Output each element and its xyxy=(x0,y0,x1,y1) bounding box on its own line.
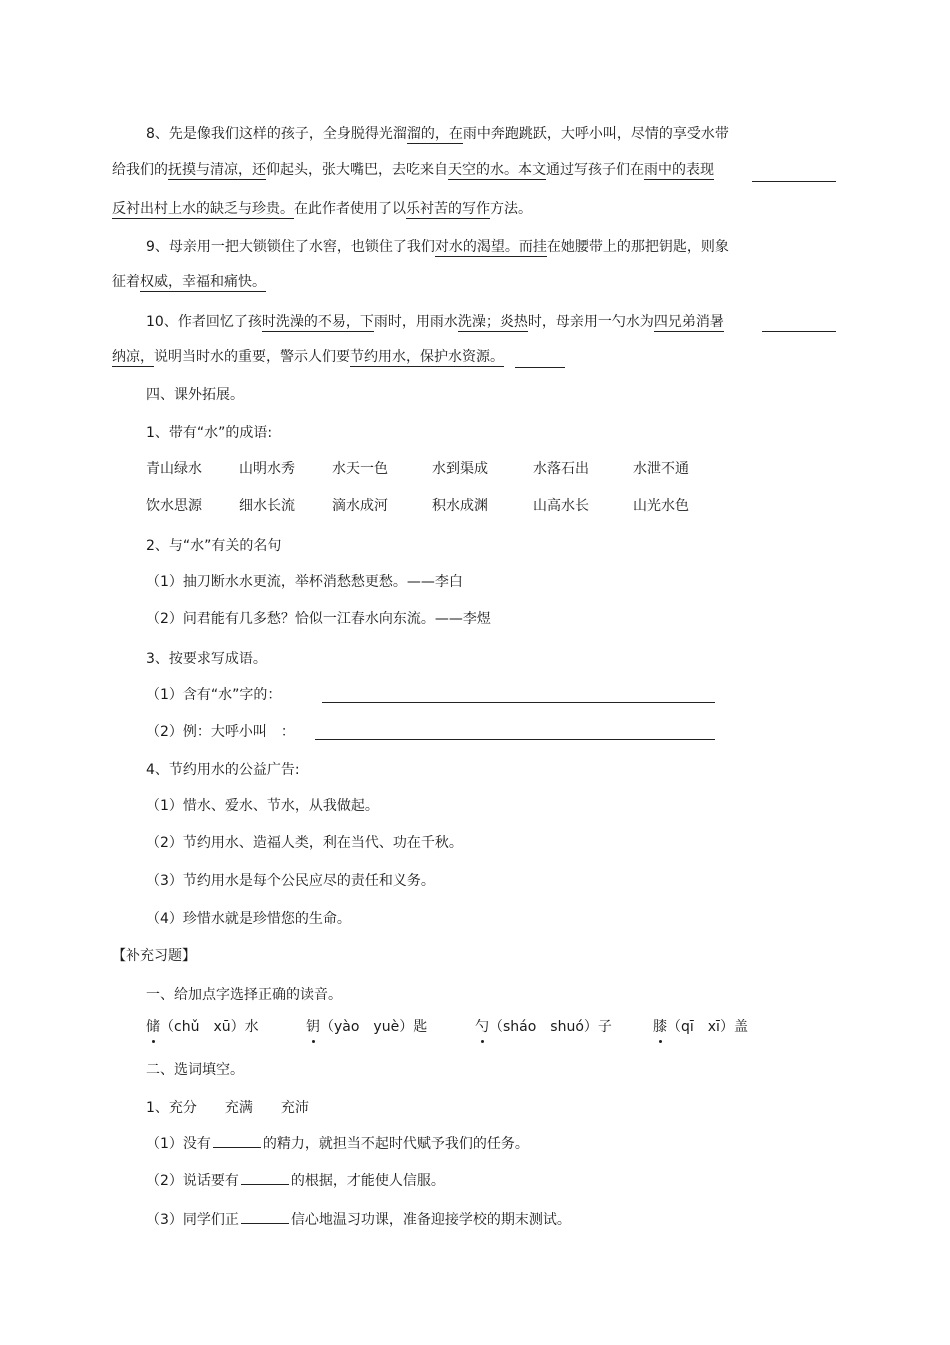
answer-line-1[interactable] xyxy=(322,702,715,703)
underlined-answer: 纳凉， xyxy=(112,349,154,365)
ad-item: （2）节约用水、造福人类，利在当代、功在千秋。 xyxy=(146,835,463,851)
idiom: 山高水长 xyxy=(533,498,589,514)
options[interactable]: （sháo shuó） xyxy=(489,1019,598,1035)
text: 雨时，用雨水 xyxy=(373,314,458,330)
q9-line1 xyxy=(146,237,729,257)
underlined-answer: 溜的，在 xyxy=(406,126,463,142)
text: 10、作者回忆了孩 xyxy=(146,314,262,330)
text: 8、先是像我们这样的孩子，全身脱得光溜 xyxy=(146,126,407,142)
answer-line-2[interactable] xyxy=(315,739,715,740)
options[interactable]: （qī xī） xyxy=(667,1019,734,1035)
rest: 水 xyxy=(244,1019,259,1035)
pronunciation-item xyxy=(146,1017,259,1037)
blank[interactable] xyxy=(241,1209,289,1224)
underlined-answer: 时洗澡的不易，下 xyxy=(261,314,374,330)
idiom: 山明水秀 xyxy=(239,461,295,477)
idiom: 水天一色 xyxy=(332,461,388,477)
text: 说明当时水的重要，警示人们要 xyxy=(154,349,350,365)
blank[interactable] xyxy=(213,1133,261,1148)
prompt: （1）没有 xyxy=(146,1136,211,1152)
ad-item: （3）节约用水是每个公民应尽的责任和义务。 xyxy=(146,873,435,889)
pronunciation-item xyxy=(306,1017,427,1037)
underlined-answer: 反衬出村上水的缺乏与珍贵。 xyxy=(112,201,294,217)
famous-line: （1）抽刀断水水更流，举杯消愁愁更愁。——李白 xyxy=(146,574,463,590)
prompt: 的精力，就担当不起时代赋予我们的任务。 xyxy=(262,1136,529,1152)
q8-line1 xyxy=(146,124,729,144)
fill-blank-title: 二、选词填空。 xyxy=(146,1062,244,1078)
q9-line2 xyxy=(112,272,266,292)
underlined-answer: 节约用水，保护水资源。 xyxy=(350,349,504,365)
text: 仰起头，张大嘴巴，去吃来自 xyxy=(266,162,448,178)
blank[interactable] xyxy=(241,1170,289,1185)
idiom-row-1 xyxy=(146,459,746,479)
underlined-answer: 乐衬苦的写作 xyxy=(406,201,490,217)
idiom-row-2 xyxy=(146,496,746,516)
text: 方法。 xyxy=(490,201,532,217)
text: 在此作者使用了以 xyxy=(294,201,406,217)
underlined-answer: 对水的渴望。而挂 xyxy=(434,239,547,255)
dotted-char: 钥 xyxy=(306,1019,320,1035)
options[interactable]: （chǔ xū） xyxy=(160,1019,245,1035)
word-choices: 1、充分 充满 充沛 xyxy=(146,1100,309,1116)
q10-line2 xyxy=(112,347,504,367)
pronunciation-title: 一、给加点字选择正确的读音。 xyxy=(146,987,342,1003)
ad-item: （1）惜水、爱水、节水，从我做起。 xyxy=(146,798,379,814)
answer-rule xyxy=(752,181,836,182)
pronunciation-row xyxy=(146,1017,786,1039)
idiom: 细水长流 xyxy=(239,498,295,514)
prompt: （2）说话要有 xyxy=(146,1173,239,1189)
idiom: 山光水色 xyxy=(633,498,689,514)
text: 9、母亲用一把大锁锁住了水窖，也锁住了我们 xyxy=(146,239,435,255)
underlined-answer: 雨中的表现 xyxy=(644,162,714,178)
text: 通过写孩子们在 xyxy=(546,162,644,178)
text: 时，母亲用一勺水为 xyxy=(527,314,654,330)
idiom: 水泄不通 xyxy=(633,461,689,477)
underlined-answer: 权威，幸福和痛快。 xyxy=(140,274,266,290)
text: 在她腰带上的那把钥匙，则象 xyxy=(546,239,729,255)
rest: 子 xyxy=(597,1019,612,1035)
idiom: 水落石出 xyxy=(533,461,589,477)
fill-item-2 xyxy=(146,1170,445,1191)
rest: 匙 xyxy=(413,1019,428,1035)
idiom: 滴水成河 xyxy=(332,498,388,514)
write-idiom-prompt-1: （1）含有“水”字的： xyxy=(146,687,282,703)
famous-line: （2）问君能有几多愁？恰似一江春水向东流。——李煜 xyxy=(146,611,491,627)
pronunciation-item xyxy=(653,1017,748,1037)
prompt: 的根据，才能使人信服。 xyxy=(290,1173,445,1189)
underlined-answer: 抚摸与清凉，还 xyxy=(168,162,266,178)
rest: 盖 xyxy=(733,1019,748,1035)
ad-item: （4）珍惜水就是珍惜您的生命。 xyxy=(146,911,351,927)
idiom: 积水成渊 xyxy=(432,498,488,514)
fill-item-3 xyxy=(146,1209,571,1230)
section-4-title: 四、课外拓展。 xyxy=(146,387,244,403)
prompt: 信心地温习功课，准备迎接学校的期末测试。 xyxy=(290,1212,571,1228)
q8-line2 xyxy=(112,160,714,180)
dotted-char: 勺 xyxy=(475,1019,489,1035)
text: 征着 xyxy=(112,274,140,290)
fill-item-1 xyxy=(146,1133,529,1154)
dotted-char: 储 xyxy=(146,1019,160,1035)
idiom: 水到渠成 xyxy=(432,461,488,477)
idiom: 青山绿水 xyxy=(146,461,202,477)
answer-rule xyxy=(515,367,565,368)
q8-line3 xyxy=(112,199,532,219)
answer-rule xyxy=(762,331,836,332)
prompt: （3）同学们正 xyxy=(146,1212,239,1228)
dotted-char: 膝 xyxy=(653,1019,667,1035)
underlined-answer: 天空的水。本文 xyxy=(448,162,546,178)
write-idioms-title: 3、按要求写成语。 xyxy=(146,651,267,667)
supplement-title: 【补充习题】 xyxy=(112,948,196,964)
underlined-answer: 洗澡；炎热 xyxy=(457,314,528,330)
pronunciation-item xyxy=(475,1017,612,1037)
idiom: 饮水思源 xyxy=(146,498,202,514)
idioms-title: 1、带有“水”的成语: xyxy=(146,425,273,441)
text: 雨中奔跑跳跃，大呼小叫，尽情的享受水带 xyxy=(462,126,729,142)
famous-lines-title: 2、与“水”有关的名句 xyxy=(146,538,282,554)
options[interactable]: （yào yuè） xyxy=(320,1019,414,1035)
underlined-answer: 四兄弟消暑 xyxy=(653,314,724,330)
write-idiom-prompt-2: （2）例：大呼小叫 ： xyxy=(146,724,295,740)
q10-line1 xyxy=(146,312,724,332)
text: 给我们的 xyxy=(112,162,168,178)
ads-title: 4、节约用水的公益广告: xyxy=(146,762,300,778)
